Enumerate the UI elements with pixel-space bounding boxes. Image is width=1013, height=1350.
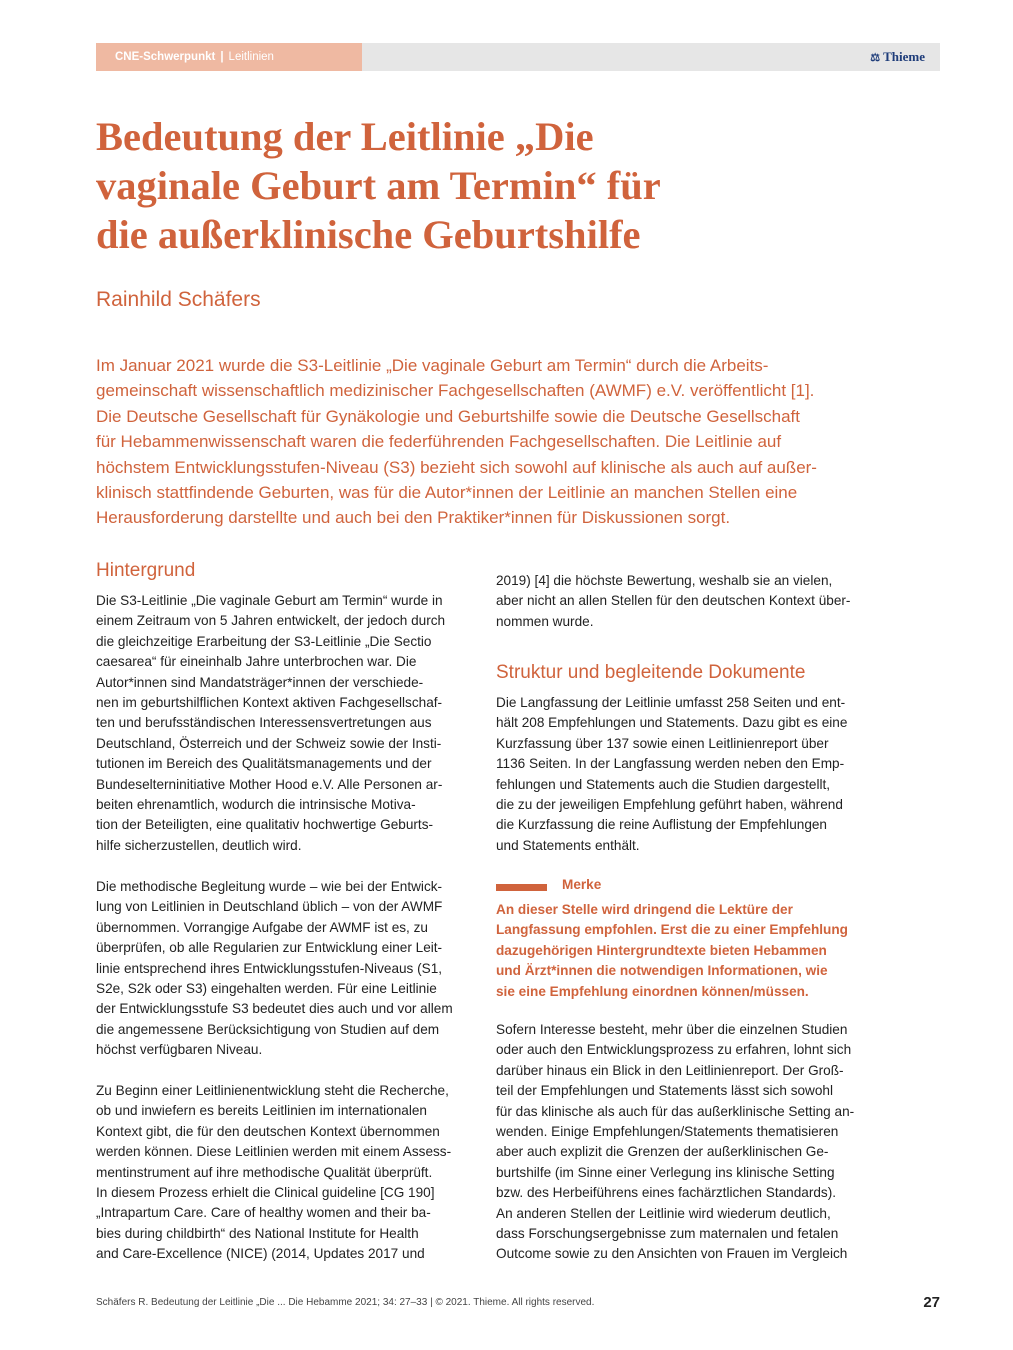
text-line: die Kurzfassung die reine Auflistung der Empfehlungen (496, 817, 827, 833)
text-line: Die methodische Begleitung wurde – wie bei der Entwick- (96, 879, 443, 894)
title-line: Bedeutung der Leitlinie „Die (96, 114, 594, 159)
text-line: überprüfen, ob alle Regularien zur Entwicklung einer Leit- (96, 940, 443, 956)
text-line: die gleichzeitige Erarbeitung der S3-Leitlinie „Die Sectio (96, 633, 432, 649)
text-line: und Statements enthält. (496, 837, 640, 853)
text-line: teil der Empfehlungen und Statements lässt sich sowohl (496, 1083, 834, 1099)
text-line: „Intrapartum Care. Care of healthy women and their ba- (96, 1205, 431, 1221)
section-label: CNE-Schwerpunkt (115, 51, 216, 63)
heading-struktur: Struktur und begleitende Dokumente (496, 662, 806, 683)
text-line: mentinstrument auf ihre methodische Qualität überprüft. (96, 1164, 433, 1180)
paragraph-leitlinienreport (496, 1020, 854, 1265)
text-line: Sofern Interesse besteht, mehr über die einzelnen Studien (496, 1022, 848, 1037)
paragraph-hintergrund-1 (96, 591, 454, 856)
title-line: vaginale Geburt am Termin“ für (96, 163, 661, 208)
lead-line: klinisch stattfindende Geburten, was für die Autor*innen der Leitlinie an manchen Stellen eine (96, 483, 798, 503)
paragraph-struktur (496, 693, 854, 856)
text-line: die angemessene Berücksichtigung von Studien auf dem (96, 1021, 440, 1037)
text-line: An anderen Stellen der Leitlinie wird wiederum deutlich, (496, 1205, 831, 1221)
lead-line: Herausforderung darstellte und auch bei den Praktiker*innen für Diskussionen sorgt. (96, 508, 731, 528)
text-line: Kurzfassung über 137 sowie einen Leitlinienreport über (496, 735, 829, 751)
lead-line: Die Deutsche Gesellschaft für Gynäkologie und Geburtshilfe sowie die Deutsche Gesellschaft (96, 406, 800, 426)
text-line: hilfe sicherzustellen, deutlich wird. (96, 837, 302, 853)
merke-line: und Ärzt*innen die notwendigen Informationen, wie (496, 963, 828, 979)
category-label: Leitlinien (228, 51, 274, 63)
text-line: bzw. des Herbeiführens eines fachärztlichen Standards). (496, 1185, 837, 1201)
heading-hintergrund: Hintergrund (96, 560, 196, 581)
merke-label: Merke (562, 877, 602, 892)
text-line: Zu Beginn einer Leitlinienentwicklung steht die Recherche, (96, 1083, 449, 1098)
text-line: linie entsprechend ihres Entwicklungsstufen-Niveaus (S1, (96, 960, 443, 976)
text-line: burtshilfe (im Sinne einer Verlegung ins klinische Setting (496, 1164, 835, 1180)
lead-line: gemeinschaft wissenschaftlich medizinischer Fachgesellschaften (AWMF) e.V. veröffentlicht [1]. (96, 381, 815, 401)
text-line: ten und berufsständischen Interessensvertretungen aus (96, 715, 432, 731)
text-line: die zu der jeweiligen Empfehlung geführt haben, während (496, 797, 843, 813)
text-line: beiten ehrenamtlich, wodurch die intrinsische Motiva- (96, 797, 416, 813)
footer-citation: Schäfers R. Bedeutung der Leitlinie „Die ... Die Hebamme 2021; 34: 27–33 | © 2021. Thieme. All rights reserved. (96, 1297, 595, 1308)
text-line: tion der Beteiligten, eine qualitativ hochwertige Geburts- (96, 817, 434, 833)
text-line: der Entwicklungsstufe S3 bedeutet dies auch und vor allem (96, 1001, 453, 1017)
paragraph-continuation (496, 571, 854, 632)
text-line: darüber hinaus ein Blick in den Leitlinienreport. Der Groß- (496, 1062, 844, 1078)
merke-line: dazugehörigen Hintergrundtexte bieten Hebammen (496, 942, 827, 958)
text-line: hält 208 Empfehlungen und Statements. Dazu gibt es eine (496, 715, 848, 731)
article-title (96, 112, 896, 259)
publisher-logo (870, 43, 925, 71)
page-number: 27 (923, 1294, 940, 1311)
text-line: In diesem Prozess erhielt die Clinical guideline [CG 190] (96, 1185, 435, 1201)
text-line: 1136 Seiten. In der Langfassung werden neben den Emp- (496, 756, 845, 772)
lead-line: für Hebammenwissenschaft waren die federführenden Fachgesellschaften. Die Leitlinie auf (96, 432, 782, 452)
text-line: wenden. Einige Empfehlungen/Statements thematisieren (496, 1124, 839, 1140)
text-line: Kontext gibt, die für den deutschen Kontext übernommen (96, 1123, 440, 1139)
publisher-name: Thieme (883, 49, 925, 64)
text-line: tutionen im Bereich des Qualitätsmanagements und der (96, 756, 432, 772)
text-line: bies during childbirth“ des National Institute for Health (96, 1225, 419, 1241)
text-line: aber auch explizit die Grenzen der außerklinischen Ge- (496, 1144, 829, 1160)
text-line: Deutschland, Österreich und der Schweiz sowie der Insti- (96, 735, 442, 751)
merke-text (496, 900, 848, 1002)
text-line: Die S3-Leitlinie „Die vaginale Geburt am Termin“ wurde in (96, 593, 443, 608)
merke-rule (496, 884, 547, 891)
paragraph-hintergrund-3 (96, 1081, 454, 1265)
merke-line: An dieser Stelle wird dringend die Lektüre der (496, 902, 793, 917)
text-line: oder auch den Entwicklungsprozess zu erfahren, lohnt sich (496, 1042, 852, 1058)
text-line: Bundeselterninitiative Mother Hood e.V. Alle Personen ar- (96, 776, 443, 792)
text-line: Outcome sowie zu den Ansichten von Frauen im Vergleich (496, 1246, 848, 1262)
thieme-logo-icon: ⚖ (870, 52, 881, 64)
text-line: dass Forschungsergebnisse zum maternalen und fetalen (496, 1226, 839, 1242)
text-line: fehlungen und Statements auch die Studien dargestellt, (496, 776, 831, 792)
text-line: S2e, S2k oder S3) eingehalten werden. Für eine Leitlinie (96, 981, 437, 997)
text-line: nommen wurde. (496, 613, 594, 629)
text-line: höchst verfügbaren Niveau. (96, 1042, 263, 1058)
text-line: 2019) [4] die höchste Bewertung, weshalb sie an vielen, (496, 573, 833, 588)
text-line: Autor*innen sind Mandatsträger*innen der verschiede- (96, 674, 424, 690)
merke-line: sie eine Empfehlung einordnen können/müssen. (496, 983, 809, 999)
text-line: Die Langfassung der Leitlinie umfasst 258 Seiten und ent- (496, 695, 846, 710)
title-line: die außerklinische Geburtshilfe (96, 212, 641, 257)
text-line: aber nicht an allen Stellen für den deutschen Kontext über- (496, 593, 851, 609)
text-line: einem Zeitraum von 5 Jahren entwickelt, der jedoch durch (96, 613, 446, 629)
article-lead (96, 353, 866, 531)
section-separator: | (220, 51, 224, 63)
merke-line: Langfassung empfohlen. Erst die zu einer Empfehlung (496, 922, 848, 938)
text-line: nen im geburtshilflichen Kontext aktiven Fachgesellschaf- (96, 695, 443, 711)
text-line: and Care-Excellence (NICE) (2014, Updates 2017 und (96, 1246, 425, 1262)
text-line: übernommen. Vorrangige Aufgabe der AWMF ist es, zu (96, 919, 428, 935)
text-line: werden können. Diese Leitlinien werden mit einem Assess- (96, 1144, 452, 1160)
article-author: Rainhild Schäfers (96, 288, 261, 311)
text-line: lung von Leitlinien in Deutschland üblich – von der AWMF (96, 899, 443, 915)
text-line: für das klinische als auch für das außerklinische Setting an- (496, 1103, 855, 1119)
lead-line: Im Januar 2021 wurde die S3-Leitlinie „Die vaginale Geburt am Termin“ durch die Arbeits- (96, 356, 769, 375)
paragraph-hintergrund-2 (96, 877, 454, 1061)
section-tag (96, 43, 362, 71)
lead-line: höchstem Entwicklungsstufen-Niveau (S3) bezieht sich sowohl auf klinische als auch auf außer- (96, 457, 817, 477)
text-line: caesarea“ für eineinhalb Jahre unterbrochen war. Die (96, 654, 417, 670)
running-header (96, 43, 940, 71)
text-line: ob und inwiefern es bereits Leitlinien im internationalen (96, 1103, 427, 1119)
